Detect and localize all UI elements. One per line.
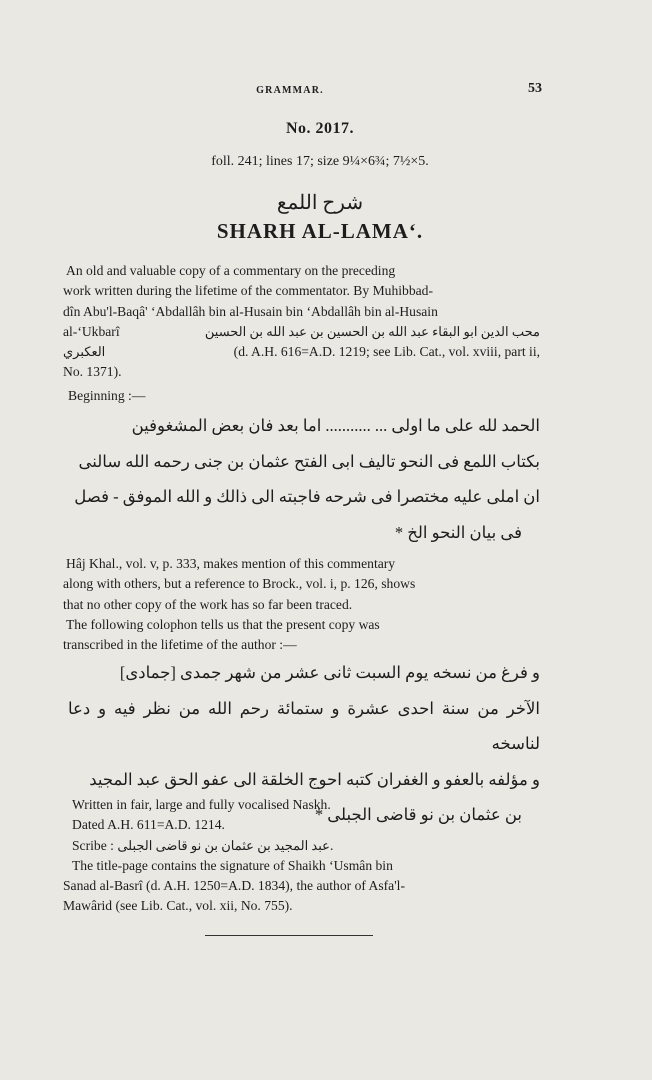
arabic-line: و فرغ من نسخه يوم السبت ثانى عشر من شهر جمدى [جمادى] (119, 663, 540, 682)
text-line: that no other copy of the work has so far been traced. (63, 596, 353, 612)
entry-title-latin: SHARH AL-LAMA‘. (216, 219, 424, 243)
text-line (63, 322, 540, 342)
text-line: transcribed in the lifetime of the author :— (63, 637, 297, 653)
arabic-span: العكبري (63, 344, 106, 360)
description-paragraph (63, 261, 540, 383)
arabic-line: و مؤلفه بالعفو و الغفران كتبه احوج الخلقة الى عفو الحق عبد المجيد (89, 769, 540, 789)
text-line: Hâj Khal., vol. v, p. 333, makes mention of this commentary (66, 556, 396, 571)
arabic-line: الحمد لله على ما اولى ... ........... اما بعد فان بعض المشغوفين (131, 416, 540, 435)
text-line: Sanad al-Basrî (d. A.H. 1250=A.D. 1834), the author of Asfa'l- (63, 878, 405, 894)
text-line (72, 836, 540, 856)
arabic-line: ان املى عليه مختصرا فى شرحه فاجبته الى ذالك و الله الموفق - فصل (74, 487, 540, 506)
text-line: along with others, but a reference to Brock., vol. i, p. 126, shows (63, 576, 416, 592)
beginning-label: Beginning :— (68, 388, 146, 403)
reference-paragraph (63, 554, 540, 655)
scribe-end: . (329, 837, 334, 853)
text-line: dîn Abu'l-Baqâ' ‘Abdallâh bin al-Husain bin ‘Abdallâh bin al-Husain (63, 303, 438, 319)
scribe-arabic: عبد المجيد بن عثمان بن نو قاضى الجبلى (117, 837, 330, 853)
text-span: (d. A.H. 616=A.D. 1219; see Lib. Cat., vol. xviii, part ii, (233, 344, 540, 360)
text-line: Dated A.H. 611=A.D. 1214. (72, 817, 225, 833)
page-number: 53 (528, 81, 542, 96)
text-line: No. 1371). (63, 364, 122, 380)
arabic-beginning-block (68, 408, 540, 550)
text-line: An old and valuable copy of a commentary on the preceding (66, 263, 396, 278)
text-span: al-‘Ukbarî (63, 323, 120, 339)
arabic-line: بكتاب اللمع فى النحو تاليف ابى الفتح عثمان بن جنى رحمه الله سالنى (78, 451, 540, 471)
text-line: Mawârid (see Lib. Cat., vol. xii, No. 755). (63, 898, 293, 914)
text-line: The following colophon tells us that the present copy was (66, 616, 380, 632)
notes-paragraph (63, 795, 540, 917)
arabic-line: بن عثمان بن نو قاضى الجبلى * (314, 805, 522, 824)
arabic-span: محب الدين ابو البقاء عبد الله بن الحسين بن عبد الله بن الحسين (204, 323, 540, 339)
entry-title-arabic: شرح اللمع (276, 192, 364, 214)
arabic-line: الآخر من سنة احدى عشرة و ستمائة رحم الله من نظر فيه و دعا لناسخه (68, 698, 540, 753)
arabic-line: فى بيان النحو الخ * (394, 522, 522, 542)
page-header (0, 80, 652, 104)
text-line: work written during the lifetime of the commentator. By Muhibbad- (63, 283, 433, 299)
scribe-label: Scribe : (72, 837, 114, 853)
entry-folio-info: foll. 241; lines 17; size 9¼×6¾; 7½×5. (211, 154, 429, 169)
running-title: GRAMMAR. (256, 85, 324, 96)
text-line: Written in fair, large and fully vocalised Naskh. (72, 797, 331, 812)
entry-number: No. 2017. (285, 120, 355, 137)
section-divider (205, 935, 373, 936)
text-line (63, 342, 540, 362)
text-line: The title-page contains the signature of Shaikh ‘Usmân bin (72, 857, 393, 873)
